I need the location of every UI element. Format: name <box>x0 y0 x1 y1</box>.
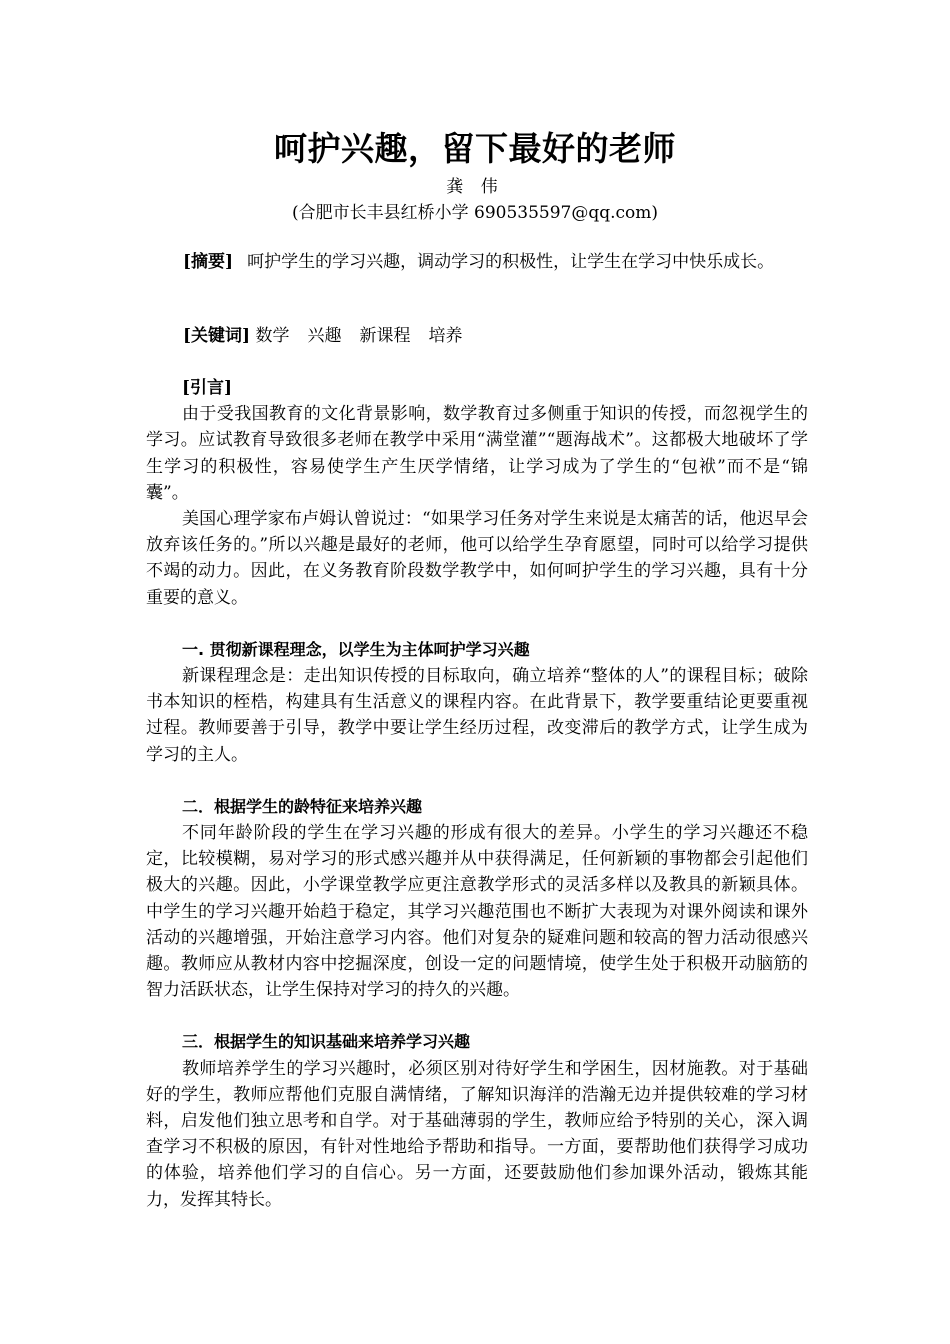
keyword-item: 兴趣 <box>307 326 342 346</box>
keyword-item: 培养 <box>428 326 463 346</box>
keywords-label: [关键词] <box>183 326 251 346</box>
paper-title: 呵护兴趣，留下最好的老师 <box>274 129 676 168</box>
author-name: 龚 伟 <box>446 177 504 197</box>
author-affiliation: (合肥市长丰县红桥小学 690535597@qq.com) <box>291 203 659 223</box>
keywords <box>183 323 481 349</box>
abstract <box>183 249 808 275</box>
intro-heading: [引言] <box>182 378 233 398</box>
intro-paragraph-1: 由于受我国教育的文化背景影响，数学教育过多侧重于知识的传授，而忽视学生的学习。应试教育导致很多老师在教学中采用“满堂灌”“题海战术”。这都极大地破坏了学生学习的积极性，容易使学生产生厌学情绪，让学习成为了学生的“包袱”而不是“锦囊”。 <box>146 404 808 503</box>
paper-body <box>146 375 808 1213</box>
section-paragraph-2: 不同年龄阶段的学生在学习兴趣的形成有很大的差异。小学生的学习兴趣还不稳定，比较模糊，易对学习的形式感兴趣并从中获得满足，任何新颖的事物都会引起他们极大的兴趣。因此，小学课堂教学应更注意教学形式的灵活多样以及教具的新颖具体。中学生的学习兴趣开始趋于稳定，其学习兴趣范围也不断扩大表现为对课外阅读和课外活动的兴趣增强，开始注意学习内容。他们对复杂的疑难问题和较高的智力活动很感兴趣。教师应从教材内容中挖掘深度，创设一定的问题情境，使学生处于积极开动脑筋的智力活跃状态，让学生保持对学习的持久的兴趣。 <box>146 823 808 1001</box>
section-paragraph-1: 新课程理念是：走出知识传授的目标取向，确立培养“整体的人”的课程目标；破除书本知识的桎梏，构建具有生活意义的课程内容。在此背景下，教学要重结论更要重视过程。教师要善于引导，教学中要让学生经历过程，改变滞后的教学方式，让学生成为学习的主人。 <box>146 666 808 765</box>
abstract-text: 呵护学生的学习兴趣，调动学习的积极性，让学生在学习中快乐成长。 <box>247 252 775 272</box>
keyword-item: 新课程 <box>359 326 411 346</box>
keyword-item: 数学 <box>255 326 290 346</box>
section-heading-3: 三．根据学生的知识基础来培养学习兴趣 <box>182 1032 471 1052</box>
intro-paragraph-2: 美国心理学家布卢姆认曾说过：“如果学习任务对学生来说是太痛苦的话，他迟早会放弃该任务的。”所以兴趣是最好的老师，他可以给学生孕育愿望，同时可以给学习提供不竭的动力。因此，在义务教育阶段数学教学中，如何呵护学生的学习兴趣，具有十分重要的意义。 <box>146 509 808 608</box>
abstract-label: [摘要] <box>183 252 234 272</box>
section-heading-2: 二．根据学生的龄特征来培养兴趣 <box>182 796 423 816</box>
section-heading-1: 一. 贯彻新课程理念，以学生为主体呵护学习兴趣 <box>182 639 530 659</box>
section-paragraph-3: 教师培养学生的学习兴趣时，必须区别对待好学生和学困生，因材施教。对于基础好的学生，教师应帮他们克服自满情绪，了解知识海洋的浩瀚无边并提供较难的学习材料，启发他们独立思考和自学。对于基础薄弱的学生，教师应给予特别的关心，深入调查学习不积极的原因，有针对性地给予帮助和指导。一方面，要帮助他们获得学习成功的体验，培养他们学习的自信心。另一方面，还要鼓励他们参加课外活动，锻炼其能力，发挥其特长。 <box>146 1058 808 1210</box>
